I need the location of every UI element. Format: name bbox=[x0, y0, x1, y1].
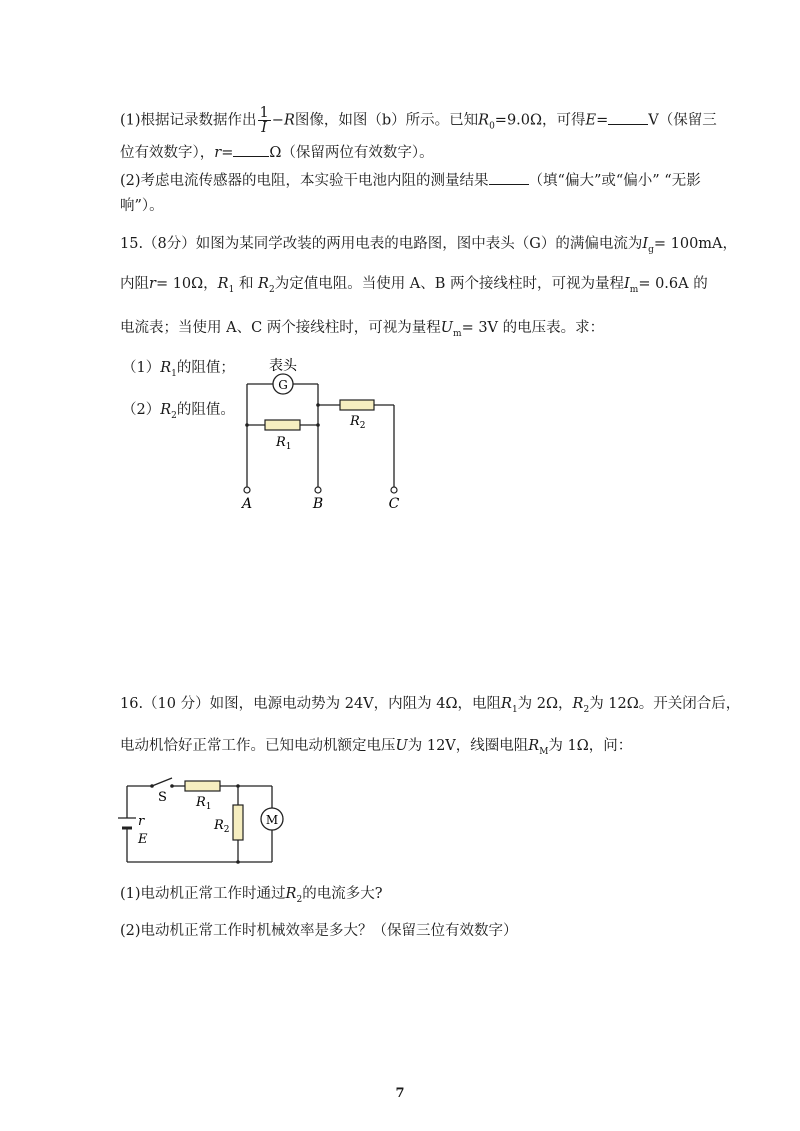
subscript: 1 bbox=[171, 368, 177, 379]
q14-text: 图像，如图（b）所示。已知 bbox=[294, 112, 479, 129]
symbol-r2: R bbox=[258, 276, 269, 292]
symbol-r1: R bbox=[501, 696, 512, 712]
r2-label: $R_2$ bbox=[214, 818, 230, 835]
internal-resistance-label: r bbox=[138, 814, 145, 829]
symbol-r: r bbox=[214, 145, 222, 161]
minus-sign: − bbox=[271, 112, 284, 129]
q15-text: 内阻 bbox=[120, 276, 149, 292]
r-value: = 10Ω， bbox=[155, 276, 218, 292]
q14-text: （填“偏大”或“偏小” “无影 bbox=[528, 173, 701, 189]
q16-text: (2)电动机正常工作时机械效率是多大？（保留三位有效数字） bbox=[120, 923, 518, 939]
subscript: 1 bbox=[511, 704, 518, 715]
sub-number: （1） bbox=[122, 360, 161, 376]
symbol-rm: R bbox=[528, 738, 540, 754]
switch-contact bbox=[150, 784, 154, 788]
symbol-ig: I bbox=[642, 236, 649, 252]
subscript: m bbox=[629, 284, 639, 295]
q15-text: = 3V 的电压表。求： bbox=[461, 320, 605, 336]
fraction-denominator: I bbox=[261, 120, 268, 136]
q16-text: 16.（10 分）如图，电源电动势为 24V，内阻为 4Ω，电阻 bbox=[120, 696, 502, 712]
subscript: 0 bbox=[489, 121, 495, 132]
meter-caption: 表头 bbox=[269, 358, 297, 374]
terminal-a-label: A bbox=[241, 496, 253, 512]
meter-symbol: G bbox=[278, 378, 288, 392]
switch-blade bbox=[152, 778, 172, 786]
symbol-r: r bbox=[149, 276, 156, 292]
q16-text: 为 1Ω，问： bbox=[548, 738, 633, 754]
symbol-r2: R bbox=[285, 886, 297, 902]
q15-text: 电流表；当使用 A、C 两个接线柱时，可视为量程 bbox=[120, 320, 441, 336]
q16-text: 为 12Ω。开关闭合后， bbox=[589, 696, 741, 712]
subscript: 1 bbox=[228, 284, 235, 295]
sub-number: （2） bbox=[122, 402, 161, 418]
subscript: 2 bbox=[268, 284, 275, 295]
q14-text: (1)根据记录数据作出 bbox=[120, 112, 257, 129]
symbol-u: U bbox=[395, 738, 408, 754]
symbol-um: U bbox=[440, 320, 454, 336]
q14-text: (2)考虑电流传感器的电阻，本实验干电池内阻的测量结果 bbox=[120, 173, 489, 189]
resistor-r1 bbox=[185, 781, 220, 791]
subscript: M bbox=[539, 746, 549, 757]
equals: = bbox=[596, 112, 609, 129]
symbol-r0: R bbox=[478, 112, 490, 129]
q16-sub2 bbox=[120, 921, 518, 941]
r2-label: $R_2$ bbox=[350, 414, 366, 431]
q15-text: 为定值电阻。当使用 A、B 两个接线柱时，可视为量程 bbox=[274, 276, 625, 292]
resistor-r2 bbox=[233, 805, 243, 840]
symbol-r: R bbox=[283, 112, 295, 129]
symbol-r2: R bbox=[572, 696, 584, 712]
motor-symbol: M bbox=[265, 813, 279, 827]
q15-text: 和 bbox=[238, 276, 254, 292]
subscript: 2 bbox=[296, 894, 303, 905]
terminal-c-label: C bbox=[388, 496, 400, 512]
q16-sub1 bbox=[120, 884, 382, 910]
emf-label: E bbox=[138, 832, 148, 847]
page-number: 7 bbox=[395, 1086, 405, 1101]
terminal-b-label: B bbox=[312, 496, 324, 512]
subscript: 2 bbox=[171, 410, 177, 421]
r0-value: =9.0Ω，可得 bbox=[494, 112, 586, 129]
q15-text: 的阻值。 bbox=[176, 402, 235, 418]
symbol-r1: R bbox=[160, 360, 172, 376]
subscript: m bbox=[453, 328, 462, 339]
equals: = bbox=[221, 145, 234, 161]
r1-label: $R_1$ bbox=[196, 795, 212, 812]
subscript: g bbox=[648, 244, 654, 255]
q16-text: 电动机恰好正常工作。已知电动机额定电压 bbox=[120, 738, 396, 754]
symbol-e: E bbox=[585, 112, 597, 129]
symbol-im: I bbox=[624, 276, 630, 292]
r1-label: $R_1$ bbox=[276, 435, 292, 452]
q16-text: 的电流多大? bbox=[302, 886, 383, 902]
im-value: = 0.6A 的 bbox=[638, 276, 708, 292]
q14-text: Ω（保留两位有效数字）。 bbox=[269, 145, 434, 161]
q14-text: 位有效数字）， bbox=[120, 145, 215, 161]
q14-text: V（保留三 bbox=[648, 112, 717, 129]
fraction-numerator: 1 bbox=[259, 105, 269, 121]
q16-text: 为 2Ω， bbox=[517, 696, 573, 712]
q15-text: 15.（8分）如图为某同学改装的两用电表的电路图，图中表头（G）的满偏电流为 bbox=[120, 236, 643, 252]
q15-text: 的阻值； bbox=[176, 360, 235, 376]
switch-label: S bbox=[158, 790, 167, 805]
switch-contact bbox=[170, 784, 174, 788]
q16-text: (1)电动机正常工作时通过 bbox=[120, 886, 286, 902]
junction-dot bbox=[236, 784, 240, 788]
junction-dot bbox=[236, 860, 240, 864]
symbol-r1: R bbox=[217, 276, 229, 292]
subscript: 2 bbox=[583, 704, 590, 715]
symbol-r2: R bbox=[160, 402, 172, 418]
q14-text: 响”）。 bbox=[120, 198, 164, 214]
ig-value: = 100mA， bbox=[653, 236, 738, 252]
q16-text: 为 12V，线圈电阻 bbox=[407, 738, 529, 754]
